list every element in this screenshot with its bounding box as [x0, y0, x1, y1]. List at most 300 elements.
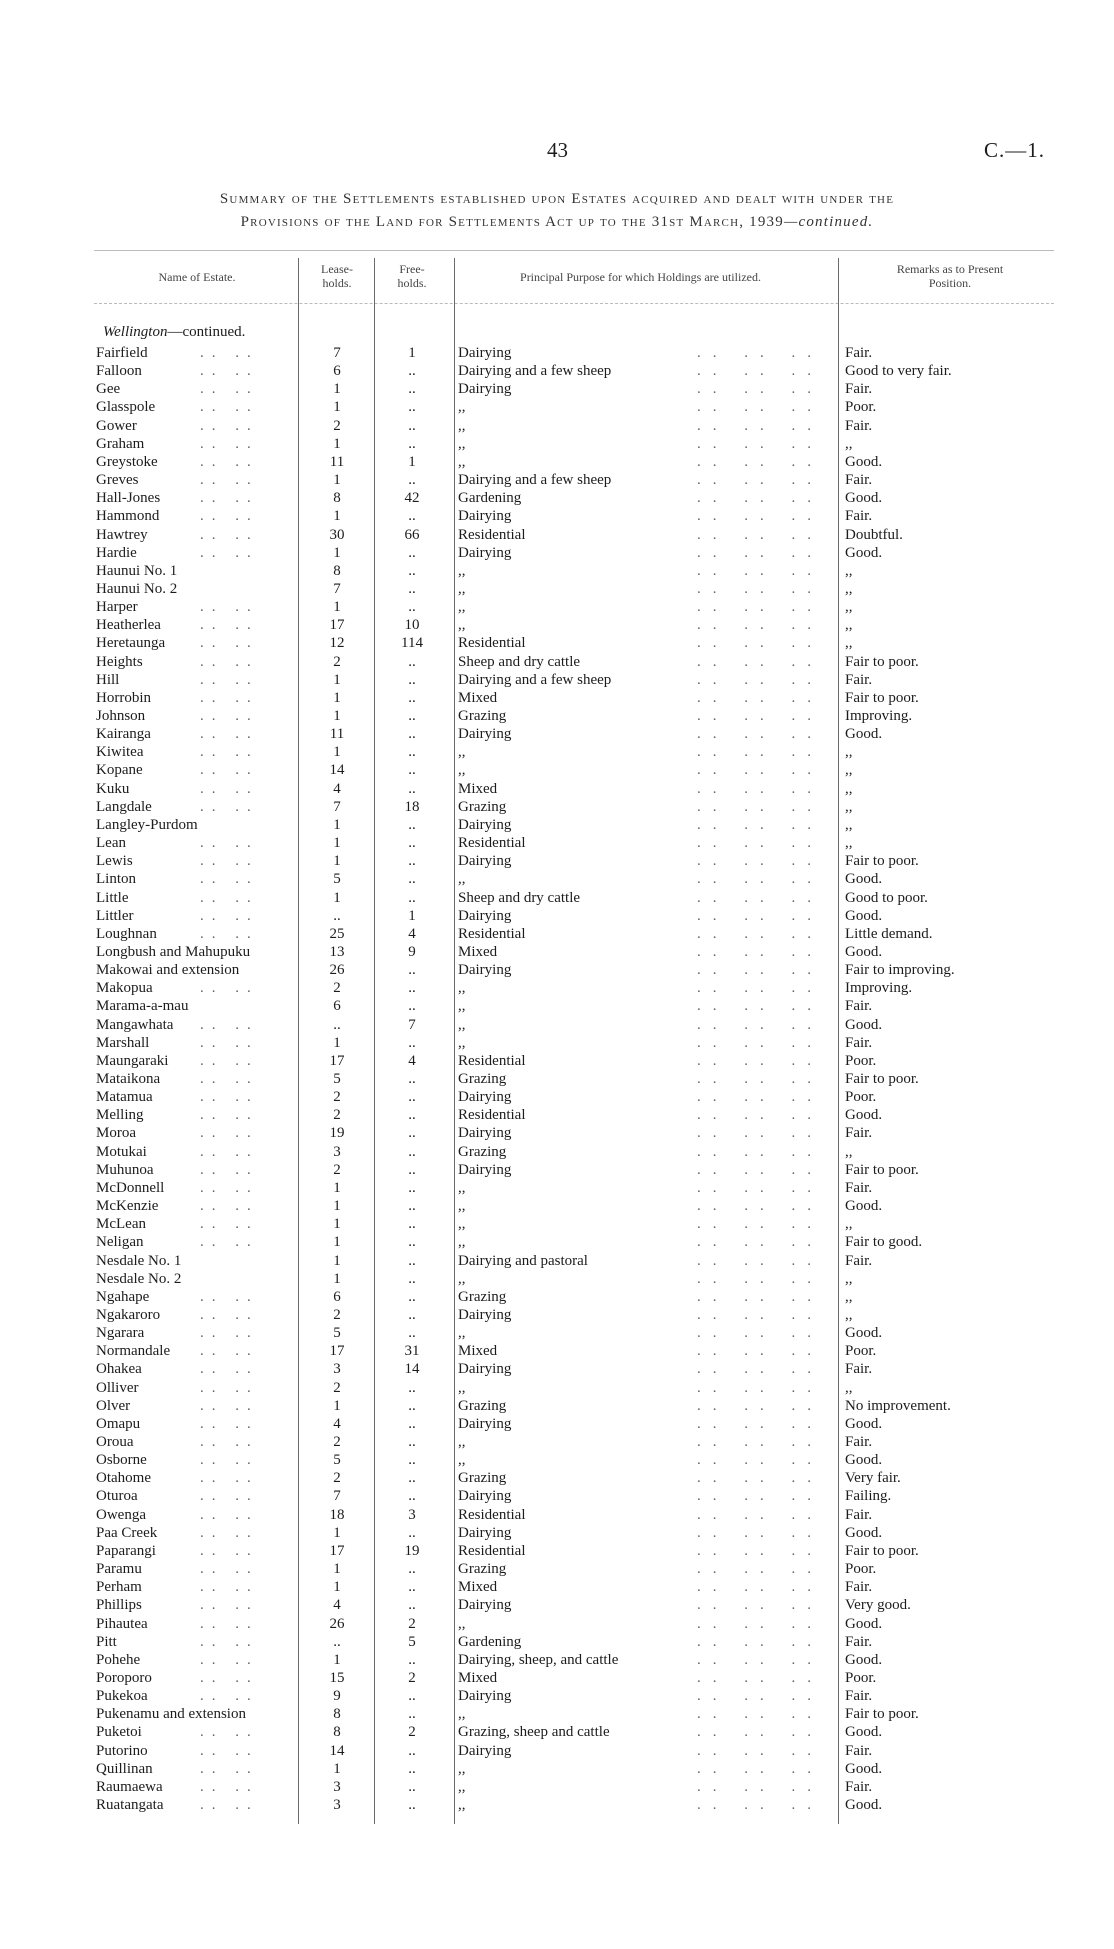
- leaseholds-cell: 1: [333, 816, 341, 833]
- purpose-cell: ,, .. .. ..: [458, 1452, 823, 1469]
- purpose-cell: Dairying and a few sheep .. .. ..: [458, 472, 823, 489]
- freeholds-cell: ..: [408, 1778, 416, 1795]
- leaseholds-cell: 11: [329, 726, 345, 743]
- leader-dots: .. .. ..: [697, 943, 823, 960]
- leaseholds-cell: 2: [333, 1089, 341, 1106]
- leaseholds-cell: 17: [329, 617, 345, 634]
- freeholds-cell: ..: [408, 835, 416, 852]
- remarks-cell: Good.: [845, 907, 883, 924]
- purpose-cell: Dairying .. .. ..: [458, 853, 823, 870]
- estate-name: Gee .. ..: [96, 381, 259, 398]
- leader-dots: .. ..: [200, 526, 259, 543]
- estate-name: Langley-Purdom: [96, 816, 198, 833]
- remarks-cell: Fair.: [845, 345, 873, 361]
- leaseholds-cell: 4: [333, 1415, 341, 1432]
- remarks-cell: Good to poor.: [845, 889, 928, 906]
- purpose-cell: ,, .. .. ..: [458, 762, 823, 779]
- leaseholds-cell: 6: [333, 1288, 341, 1305]
- purpose-cell: Grazing .. .. ..: [458, 708, 823, 724]
- remarks-cell: Fair.: [845, 1179, 873, 1196]
- table-row: [0, 834, 1114, 852]
- estate-name: Kopane .. ..: [96, 762, 259, 779]
- remarks-cell: ,,: [845, 562, 853, 579]
- estate-name: Hall-Jones .. ..: [96, 490, 259, 507]
- freeholds-cell: ..: [408, 1524, 416, 1541]
- purpose-cell: Grazing, sheep and cattle .. .. ..: [458, 1724, 823, 1741]
- leaseholds-cell: 17: [329, 1542, 345, 1559]
- leaseholds-cell: 2: [333, 653, 341, 670]
- purpose-cell: Dairying .. .. ..: [458, 1742, 823, 1759]
- title-continued: —continued.: [783, 214, 874, 230]
- leader-dots: .. ..: [200, 889, 259, 906]
- leader-dots: .. .. ..: [697, 1669, 823, 1686]
- remarks-cell: Poor.: [845, 1343, 877, 1360]
- leaseholds-cell: 11: [329, 453, 345, 470]
- leader-dots: .. ..: [200, 1760, 259, 1777]
- remarks-cell: Good.: [845, 1760, 883, 1777]
- remarks-cell: Fair.: [845, 1742, 873, 1759]
- table-row: [0, 1252, 1114, 1270]
- leader-dots: .. .. ..: [697, 1561, 823, 1578]
- remarks-cell: ,,: [845, 780, 853, 797]
- remarks-cell: Fair to improving.: [845, 962, 955, 979]
- remarks-cell: Good.: [845, 453, 883, 470]
- leaseholds-cell: 1: [333, 1034, 341, 1051]
- table-row: [0, 1124, 1114, 1142]
- table-row: [0, 1270, 1114, 1288]
- purpose-cell: ,, .. .. ..: [458, 1179, 823, 1196]
- leaseholds-cell: 13: [329, 943, 345, 960]
- freeholds-cell: ..: [408, 1216, 416, 1233]
- leader-dots: .. ..: [200, 544, 259, 561]
- leader-dots: .. .. ..: [697, 1270, 823, 1287]
- leader-dots: .. .. ..: [697, 980, 823, 997]
- estate-name: Melling .. ..: [96, 1107, 259, 1124]
- freeholds-cell: ..: [408, 671, 416, 688]
- leaseholds-cell: 7: [333, 345, 341, 361]
- leaseholds-cell: 25: [329, 925, 345, 942]
- leader-dots: .. ..: [200, 1561, 259, 1578]
- table-row: [0, 1197, 1114, 1215]
- estate-name: Little .. ..: [96, 889, 259, 906]
- leader-dots: .. ..: [200, 1397, 259, 1414]
- leader-dots: .. ..: [200, 1288, 259, 1305]
- table-row: [0, 1415, 1114, 1433]
- table-row: [0, 852, 1114, 870]
- purpose-cell: ,, .. .. ..: [458, 998, 823, 1015]
- leaseholds-cell: 1: [333, 835, 341, 852]
- leader-dots: .. .. ..: [697, 580, 823, 597]
- freeholds-cell: 19: [404, 1542, 420, 1559]
- freeholds-cell: ..: [408, 1034, 416, 1051]
- estate-name: Haunui No. 1: [96, 562, 178, 579]
- leader-dots: .. ..: [200, 744, 259, 761]
- estate-name: Olliver .. ..: [96, 1379, 259, 1396]
- leader-dots: .. .. ..: [697, 617, 823, 634]
- remarks-cell: Good.: [845, 1016, 883, 1033]
- freeholds-cell: ..: [408, 399, 416, 416]
- leader-dots: .. ..: [200, 798, 259, 815]
- leaseholds-cell: 3: [333, 1361, 341, 1378]
- remarks-cell: Fair to poor.: [845, 1706, 919, 1723]
- freeholds-cell: ..: [408, 744, 416, 761]
- purpose-cell: Dairying .. .. ..: [458, 1361, 823, 1378]
- remarks-cell: Very fair.: [845, 1470, 901, 1487]
- leaseholds-cell: 14: [329, 1742, 345, 1759]
- table-row: [0, 961, 1114, 979]
- remarks-cell: Fair to poor.: [845, 1071, 919, 1087]
- freeholds-cell: 4: [408, 925, 416, 942]
- leader-dots: .. ..: [200, 1742, 259, 1759]
- leader-dots: .. .. ..: [697, 1615, 823, 1632]
- freeholds-cell: ..: [408, 1415, 416, 1432]
- freeholds-cell: ..: [408, 1452, 416, 1469]
- remarks-cell: Fair.: [845, 1252, 873, 1269]
- leader-dots: .. .. ..: [697, 653, 823, 670]
- remarks-cell: ,,: [845, 635, 853, 652]
- freeholds-cell: ..: [408, 871, 416, 888]
- table-row: [0, 1633, 1114, 1651]
- leader-dots: .. .. ..: [697, 1143, 823, 1160]
- purpose-cell: Residential .. .. ..: [458, 526, 823, 543]
- freeholds-cell: ..: [408, 1325, 416, 1342]
- leaseholds-cell: ..: [333, 907, 341, 924]
- remarks-cell: Poor.: [845, 1089, 877, 1106]
- leader-dots: .. ..: [200, 399, 259, 416]
- page-header: [0, 138, 1114, 168]
- remarks-cell: Good.: [845, 1724, 883, 1741]
- estate-name: Motukai .. ..: [96, 1143, 259, 1160]
- leader-dots: .. ..: [200, 1615, 259, 1632]
- estate-name: Pitt .. ..: [96, 1633, 259, 1650]
- leader-dots: .. ..: [200, 472, 259, 489]
- table-row: [0, 1070, 1114, 1088]
- table-row: [0, 1106, 1114, 1124]
- estate-name: Maungaraki .. ..: [96, 1052, 259, 1069]
- remarks-cell: ,,: [845, 835, 853, 852]
- remarks-cell: ,,: [845, 1379, 853, 1396]
- remarks-cell: Good.: [845, 943, 883, 960]
- freeholds-cell: ..: [408, 1488, 416, 1505]
- freeholds-cell: ..: [408, 1597, 416, 1614]
- leader-dots: .. ..: [200, 1488, 259, 1505]
- table-row: [0, 380, 1114, 398]
- leaseholds-cell: 17: [329, 1052, 345, 1069]
- leader-dots: .. ..: [200, 1688, 259, 1705]
- leaseholds-cell: 4: [333, 780, 341, 797]
- table-row: [0, 743, 1114, 761]
- table-row: [0, 780, 1114, 798]
- column-header-name: Name of Estate.: [158, 270, 236, 284]
- header-rule: [94, 303, 1054, 304]
- leaseholds-cell: 3: [333, 1778, 341, 1795]
- remarks-cell: ,,: [845, 1270, 853, 1287]
- freeholds-cell: ..: [408, 1742, 416, 1759]
- table-row: [0, 997, 1114, 1015]
- leaseholds-cell: 30: [329, 526, 345, 543]
- table-row: [0, 1469, 1114, 1487]
- remarks-cell: No improvement.: [845, 1397, 951, 1414]
- remarks-cell: ,,: [845, 580, 853, 597]
- leader-dots: .. ..: [200, 671, 259, 688]
- remarks-cell: ,,: [845, 1216, 853, 1233]
- freeholds-cell: ..: [408, 1198, 416, 1215]
- leader-dots: .. ..: [200, 1034, 259, 1051]
- table-row: [0, 398, 1114, 416]
- estate-name: Mangawhata .. ..: [96, 1016, 259, 1033]
- freeholds-cell: ..: [408, 708, 416, 724]
- leader-dots: .. ..: [200, 762, 259, 779]
- estate-name: McDonnell .. ..: [96, 1179, 259, 1196]
- leader-dots: .. .. ..: [697, 1343, 823, 1360]
- leaseholds-cell: ..: [333, 1633, 341, 1650]
- leader-dots: .. ..: [200, 1597, 259, 1614]
- estate-name: Longbush and Mahupuku: [96, 943, 251, 960]
- estate-name: Marshall .. ..: [96, 1034, 259, 1051]
- remarks-cell: Fair.: [845, 1506, 873, 1523]
- estate-name: Makowai and extension: [96, 962, 240, 979]
- table-row: [0, 1088, 1114, 1106]
- remarks-cell: Fair.: [845, 1778, 873, 1795]
- leader-dots: .. .. ..: [697, 1724, 823, 1741]
- leader-dots: .. .. ..: [697, 381, 823, 398]
- freeholds-cell: ..: [408, 1161, 416, 1178]
- freeholds-cell: ..: [408, 762, 416, 779]
- leaseholds-cell: 1: [333, 399, 341, 416]
- estate-name: Hill .. ..: [96, 671, 259, 688]
- purpose-cell: ,, .. .. ..: [458, 1198, 823, 1215]
- purpose-cell: Dairying .. .. ..: [458, 1125, 823, 1142]
- table-row: [0, 707, 1114, 725]
- leader-dots: .. .. ..: [697, 472, 823, 489]
- remarks-cell: Good.: [845, 1325, 883, 1342]
- leader-dots: .. .. ..: [697, 925, 823, 942]
- freeholds-cell: 18: [404, 798, 420, 815]
- leaseholds-cell: 1: [333, 1270, 341, 1287]
- remarks-cell: ,,: [845, 617, 853, 634]
- table-row: [0, 1034, 1114, 1052]
- freeholds-cell: ..: [408, 544, 416, 561]
- leaseholds-cell: 1: [333, 1760, 341, 1777]
- leaseholds-cell: 1: [333, 381, 341, 398]
- table-row: [0, 1451, 1114, 1469]
- remarks-cell: Fair to good.: [845, 1234, 923, 1251]
- leader-dots: .. .. ..: [697, 1706, 823, 1723]
- purpose-cell: Dairying .. .. ..: [458, 1597, 823, 1614]
- leaseholds-cell: 1: [333, 853, 341, 870]
- freeholds-cell: 2: [408, 1724, 416, 1741]
- leaseholds-cell: 2: [333, 1107, 341, 1124]
- leaseholds-cell: 1: [333, 708, 341, 724]
- freeholds-cell: ..: [408, 1288, 416, 1305]
- purpose-cell: ,, .. .. ..: [458, 453, 823, 470]
- freeholds-cell: ..: [408, 1434, 416, 1450]
- freeholds-cell: ..: [408, 381, 416, 398]
- remarks-cell: ,,: [845, 1143, 853, 1160]
- freeholds-cell: ..: [408, 1143, 416, 1160]
- freeholds-cell: 10: [404, 617, 420, 634]
- leader-dots: .. ..: [200, 381, 259, 398]
- purpose-cell: ,, .. .. ..: [458, 599, 823, 616]
- freeholds-cell: ..: [408, 1379, 416, 1396]
- estate-name: Mataikona .. ..: [96, 1071, 259, 1087]
- remarks-cell: ,,: [845, 435, 853, 452]
- table-row: [0, 1723, 1114, 1741]
- leader-dots: .. .. ..: [697, 744, 823, 761]
- remarks-cell: ,,: [845, 798, 853, 815]
- estate-name: Makopua .. ..: [96, 980, 259, 997]
- leader-dots: .. ..: [200, 653, 259, 670]
- leader-dots: .. .. ..: [697, 1179, 823, 1196]
- freeholds-cell: 14: [404, 1361, 420, 1378]
- leader-dots: .. ..: [200, 1524, 259, 1541]
- leader-dots: .. .. ..: [697, 871, 823, 888]
- estate-name: Linton .. ..: [96, 871, 259, 888]
- remarks-cell: Fair to poor.: [845, 653, 919, 670]
- freeholds-cell: ..: [408, 1252, 416, 1269]
- estate-name: Greystoke .. ..: [96, 453, 259, 470]
- leaseholds-cell: 12: [329, 635, 345, 652]
- table-row: [0, 417, 1114, 435]
- table-row: [0, 1524, 1114, 1542]
- leader-dots: .. .. ..: [697, 1198, 823, 1215]
- purpose-cell: Grazing .. .. ..: [458, 1288, 823, 1305]
- leader-dots: .. .. ..: [697, 1797, 823, 1813]
- table-row: [0, 1651, 1114, 1669]
- remarks-cell: Poor.: [845, 1052, 877, 1069]
- table-row: [0, 1215, 1114, 1233]
- table-row: [0, 616, 1114, 634]
- table-row: [0, 580, 1114, 598]
- freeholds-cell: ..: [408, 599, 416, 616]
- freeholds-cell: ..: [408, 1470, 416, 1487]
- table-row: [0, 925, 1114, 943]
- estate-name: Hawtrey .. ..: [96, 526, 259, 543]
- leader-dots: .. .. ..: [697, 635, 823, 652]
- freeholds-cell: ..: [408, 889, 416, 906]
- purpose-cell: ,, .. .. ..: [458, 1434, 823, 1450]
- estate-name: Poroporo .. ..: [96, 1669, 259, 1686]
- leaseholds-cell: 3: [333, 1143, 341, 1160]
- leader-dots: .. .. ..: [697, 1434, 823, 1450]
- purpose-cell: ,, .. .. ..: [458, 435, 823, 452]
- freeholds-cell: 1: [408, 907, 416, 924]
- leader-dots: .. ..: [200, 1052, 259, 1069]
- remarks-cell: Good.: [845, 1198, 883, 1215]
- remarks-cell: Fair.: [845, 1034, 873, 1051]
- leader-dots: .. .. ..: [697, 1488, 823, 1505]
- freeholds-cell: ..: [408, 1107, 416, 1124]
- leader-dots: .. ..: [200, 689, 259, 706]
- leader-dots: .. ..: [200, 1234, 259, 1251]
- leader-dots: .. .. ..: [697, 1379, 823, 1396]
- estate-name: Ngarara .. ..: [96, 1325, 259, 1342]
- leader-dots: .. ..: [200, 508, 259, 525]
- estate-name: McLean .. ..: [96, 1216, 259, 1233]
- leader-dots: .. .. ..: [697, 762, 823, 779]
- table-row: [0, 1687, 1114, 1705]
- remarks-cell: Good.: [845, 490, 883, 507]
- remarks-cell: Good.: [845, 544, 883, 561]
- leaseholds-cell: 9: [333, 1688, 341, 1705]
- leader-dots: .. .. ..: [697, 1778, 823, 1795]
- estate-name: Perham .. ..: [96, 1579, 259, 1596]
- purpose-cell: Mixed .. .. ..: [458, 1669, 823, 1686]
- leaseholds-cell: 1: [333, 544, 341, 561]
- purpose-cell: Sheep and dry cattle .. .. ..: [458, 889, 823, 906]
- leader-dots: .. .. ..: [697, 345, 823, 361]
- estate-name: Oturoa .. ..: [96, 1488, 259, 1505]
- leaseholds-cell: 4: [333, 1597, 341, 1614]
- leader-dots: .. .. ..: [697, 1234, 823, 1251]
- leaseholds-cell: 5: [333, 1325, 341, 1342]
- leader-dots: .. ..: [200, 1325, 259, 1342]
- leader-dots: .. .. ..: [697, 1760, 823, 1777]
- leaseholds-cell: 5: [333, 1071, 341, 1087]
- purpose-cell: Grazing .. .. ..: [458, 1397, 823, 1414]
- estate-name: Johnson .. ..: [96, 708, 259, 724]
- purpose-cell: Residential .. .. ..: [458, 835, 823, 852]
- leaseholds-cell: 2: [333, 417, 341, 434]
- remarks-cell: Fair.: [845, 998, 873, 1015]
- top-rule: [94, 250, 1054, 251]
- leader-dots: .. .. ..: [697, 363, 823, 380]
- table-row: [0, 1542, 1114, 1560]
- table-row: [0, 1705, 1114, 1723]
- purpose-cell: ,, .. .. ..: [458, 417, 823, 434]
- leader-dots: .. .. ..: [697, 1361, 823, 1378]
- table-row: [0, 1161, 1114, 1179]
- table-row: [0, 362, 1114, 380]
- table-row: [0, 598, 1114, 616]
- purpose-cell: Dairying and a few sheep .. .. ..: [458, 671, 823, 688]
- remarks-cell: Fair.: [845, 671, 873, 688]
- estate-name: Gower .. ..: [96, 417, 259, 434]
- freeholds-cell: ..: [408, 689, 416, 706]
- leader-dots: .. ..: [200, 635, 259, 652]
- estate-name: Otahome .. ..: [96, 1470, 259, 1487]
- remarks-cell: Poor.: [845, 1561, 877, 1578]
- purpose-cell: ,, .. .. ..: [458, 1034, 823, 1051]
- leader-dots: .. ..: [200, 1143, 259, 1160]
- estate-name: Moroa .. ..: [96, 1125, 259, 1142]
- purpose-cell: ,, .. .. ..: [458, 744, 823, 761]
- purpose-cell: Mixed .. .. ..: [458, 1579, 823, 1596]
- remarks-cell: Fair to poor.: [845, 1542, 919, 1559]
- table-row: [0, 1379, 1114, 1397]
- leader-dots: .. ..: [200, 1125, 259, 1142]
- purpose-cell: Grazing .. .. ..: [458, 1470, 823, 1487]
- leader-dots: .. .. ..: [697, 1325, 823, 1342]
- table-row: [0, 1397, 1114, 1415]
- leader-dots: .. ..: [200, 1633, 259, 1650]
- estate-name: Kairanga .. ..: [96, 726, 259, 743]
- freeholds-cell: 42: [404, 490, 420, 507]
- purpose-cell: ,, .. .. ..: [458, 1234, 823, 1251]
- leaseholds-cell: 18: [329, 1506, 345, 1523]
- section-heading: [103, 324, 245, 341]
- leader-dots: .. ..: [200, 853, 259, 870]
- page-number: 43: [547, 138, 568, 162]
- table-row: [0, 1578, 1114, 1596]
- table-row: [0, 1324, 1114, 1342]
- leader-dots: .. .. ..: [697, 1415, 823, 1432]
- leader-dots: .. .. ..: [697, 1071, 823, 1087]
- leader-dots: .. .. ..: [697, 1306, 823, 1323]
- leader-dots: .. ..: [200, 1161, 259, 1178]
- estate-name: Ruatangata .. ..: [96, 1797, 259, 1813]
- remarks-cell: Poor.: [845, 399, 877, 416]
